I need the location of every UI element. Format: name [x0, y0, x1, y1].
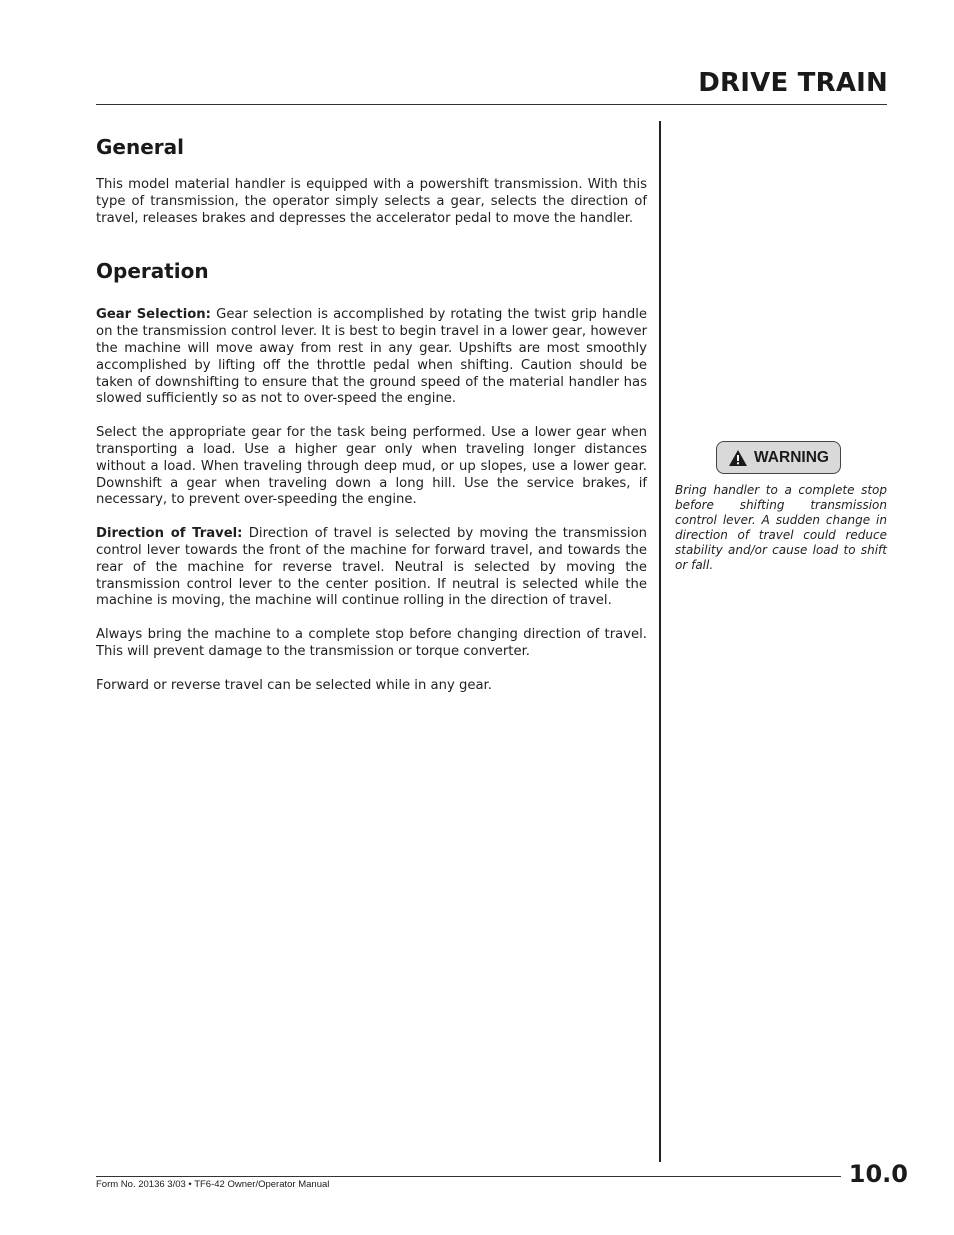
warning-label: WARNING: [754, 448, 829, 466]
main-content: [96, 130, 647, 695]
column-divider: [659, 121, 661, 1162]
header-divider: [96, 104, 887, 105]
page-number: 10.0: [848, 1160, 908, 1188]
forward-reverse-paragraph: Forward or reverse travel can be selected while in any gear.: [96, 677, 492, 693]
general-heading: General: [96, 135, 184, 159]
warning-sidebar: [675, 441, 887, 585]
always-stop-paragraph: Always bring the machine to a complete stop before changing direction of travel. This will prevent damage to the transmission or torque converter.: [96, 627, 647, 659]
page-title: DRIVE TRAIN: [698, 68, 888, 98]
warning-text: Bring handler to a complete stop before shifting transmission control lever. A sudden change in direction of travel could reduce stability and/or cause load to shift or fall.: [675, 483, 887, 572]
gear-selection-text: Gear selection is accomplished by rotating the twist grip handle on the transmission control lever. It is best to begin travel in a lower gear, however the machine will move away from rest in any gear. Upshifts are most smoothly accomplished by lifting off the throttle pedal when shifting. Caution should be taken of downshifting to ensure that the ground speed of the material handler has slowed sufficiently so as not to over-speed the engine.: [96, 307, 647, 407]
gear-selection-paragraph: [96, 307, 647, 408]
gear-selection-label: Gear Selection:: [96, 307, 211, 323]
footer-divider: [96, 1176, 841, 1177]
direction-label: Direction of Travel:: [96, 526, 243, 542]
select-gear-paragraph: Select the appropriate gear for the task being performed. Use a lower gear when transporting a load. Use a higher gear only when traveling longer distances without a load. When traveling through deep mud, or up slopes, use a lower gear. Downshift a gear when traveling down a long hill. Use the service brakes, if necessary, to prevent over-speeding the engine.: [96, 425, 647, 508]
general-paragraph: This model material handler is equipped with a powershift transmission. With this type of transmission, the operator simply selects a gear, selects the direction of travel, releases brakes and depresses the accelerator pedal to move the handler.: [96, 177, 647, 226]
footer-form-info: Form No. 20136 3/03 • TF6-42 Owner/Operator Manual: [96, 1179, 330, 1190]
warning-triangle-icon: [728, 449, 748, 467]
direction-paragraph: [96, 526, 647, 610]
direction-text: Direction of travel is selected by moving the transmission control lever towards the front of the machine for forward travel, and towards the rear of the machine for reverse travel. Neutral is selected by moving the transmission control lever to the center position. If neutral is selected while the machine is moving, the machine will continue rolling in the direction of travel.: [96, 526, 647, 609]
operation-heading: Operation: [96, 259, 209, 284]
warning-badge: [716, 441, 841, 474]
